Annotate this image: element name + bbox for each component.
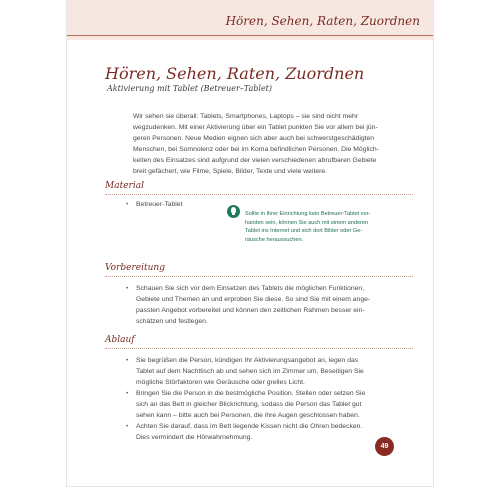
intro-paragraph (133, 111, 407, 177)
material-heading: Material (105, 181, 144, 191)
list-line: • Achten Sie darauf, dass im Bett liegende Kissen nicht die Ohren bedecken. (136, 423, 363, 430)
tip-line: Tablet ins Internet und sich dort Bilder oder Ge- (245, 228, 363, 235)
tip-line: Sollte in Ihrer Einrichtung kein Betreuer-Tablet vor- (245, 211, 371, 217)
list-line: • Sie begrüßen die Person, kündigen Ihr Aktivierungsangebot an, legen das (136, 357, 359, 364)
running-title: Hören, Sehen, Raten, Zuordnen (225, 14, 420, 28)
list-item (126, 388, 365, 421)
list-item (126, 355, 365, 388)
header-rule (67, 35, 433, 36)
list-line: Tablet auf dem Nachttisch ab und sehen sich im Zimmer um. Beseitigen Sie (136, 368, 364, 375)
list-line: • Schauen Sie sich vor dem Einsetzen des Tablets die möglichen Funktionen, (136, 285, 365, 292)
section-divider (105, 276, 413, 277)
vorbereitung-heading: Vorbereitung (105, 263, 165, 273)
list-line: passten Angebot vorbereitet und können den zeitlichen Rahmen besser ein- (136, 307, 365, 314)
list-line: Gebiete und Themen an und erproben Sie diese. So sind Sie mit einem ange- (136, 296, 371, 303)
tip-box (245, 210, 395, 244)
vorbereitung-list (126, 283, 370, 327)
list-item (126, 421, 365, 443)
page-title: Hören, Sehen, Raten, Zuordnen (105, 64, 365, 83)
list-line: mögliche Störfaktoren wie Geräusche oder grelles Licht. (136, 379, 305, 386)
list-item (126, 283, 370, 327)
intro-line: Menschen, bei Somnolenz oder bei im Koma befindlichen Personen. Die Möglich- (133, 146, 379, 153)
lightbulb-icon (227, 205, 240, 218)
intro-line: breit gefächert, wie Filme, Spiele, Bilder, Texte und viele weitere. (133, 168, 328, 175)
intro-line: wegzudenken. Mit einer Aktivierung über ein Tablet punkten Sie vor allem bei jün- (133, 124, 378, 131)
list-line: sehen kann – bitte auch bei Personen, die ihre Augen geschlossen haben. (136, 412, 360, 419)
section-divider (105, 194, 413, 195)
intro-line: Wir sehen sie überall: Tablets, Smartphones, Laptops – sie sind nicht mehr (133, 113, 359, 120)
ablauf-list (126, 355, 365, 443)
list-line: schätzen und festlegen. (136, 318, 208, 325)
page-subtitle: Aktivierung mit Tablet (Betreuer–Tablet) (107, 84, 273, 93)
tip-line: räusche heraussuchen. (245, 236, 304, 243)
tip-line: handen sein, können Sie auch mit einem anderen (245, 219, 369, 226)
list-line: Dies vermindert die Hörwahrnehmung. (136, 434, 253, 441)
list-line: • Bringen Sie die Person in die bestmögliche Position. Stellen oder setzen Sie (136, 390, 366, 397)
page-number: 49 (375, 437, 394, 456)
intro-line: geren Personen. Neue Medien eignen sich aber auch bei schwerstgeschädigten (133, 135, 375, 142)
material-list (126, 199, 182, 210)
intro-line: keiten des Einsatzes sind aufgrund der vielen verschiedenen abrufbaren Gebiete (133, 157, 377, 164)
list-item: • Betreuer-Tablet (126, 199, 182, 210)
list-line: sich an das Bett in gleicher Blickrichtung, sodass die Person das Tablet gut (136, 401, 362, 408)
ablauf-heading: Ablauf (105, 335, 135, 345)
section-divider (105, 348, 413, 349)
